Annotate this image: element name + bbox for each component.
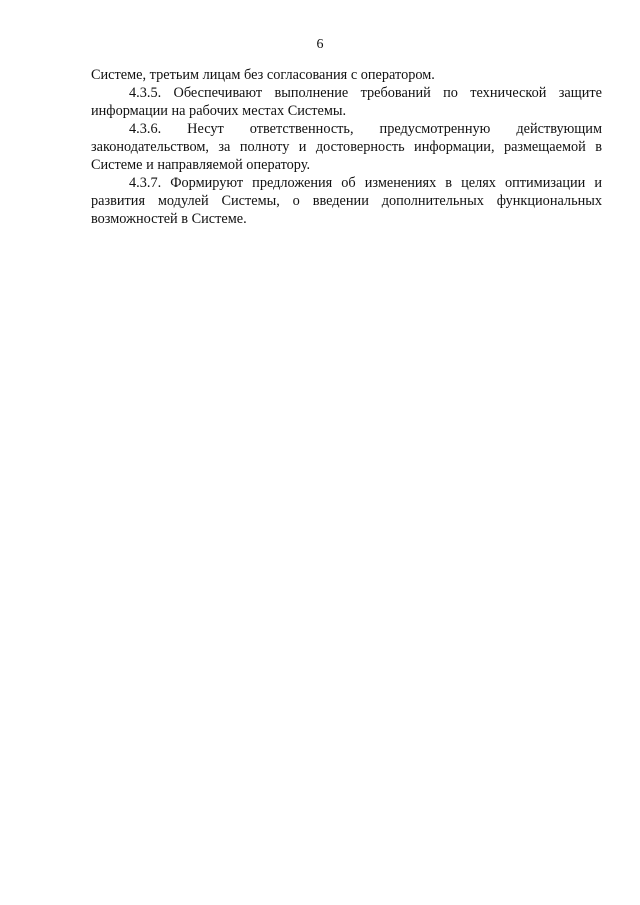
- paragraph-4-3-5: 4.3.5. Обеспечивают выполнение требований по технической защите информации на рабочих местах Системы.: [91, 85, 602, 119]
- document-body: [91, 66, 602, 228]
- paragraph-continuation: Системе, третьим лицам без согласования с оператором.: [91, 67, 435, 83]
- page-number: 6: [316, 37, 324, 52]
- paragraph-4-3-7: 4.3.7. Формируют предложения об изменениях в целях оптимизации и развития модулей Системы, о введении дополнительных функциональных возможностей в Системе.: [91, 175, 602, 227]
- paragraph-4-3-6: 4.3.6. Несут ответственность, предусмотренную действующим законодательством, за полноту и достоверность информации, размещаемой в Системе и направляемой оператору.: [91, 121, 602, 173]
